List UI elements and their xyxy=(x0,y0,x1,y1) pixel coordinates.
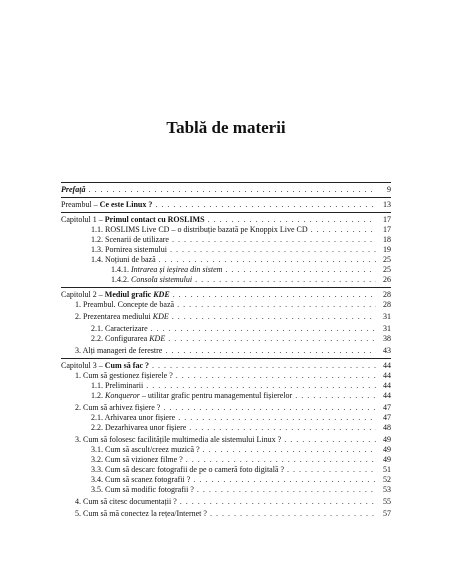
toc-label: Prezentarea mediului xyxy=(83,312,153,321)
leader-dots xyxy=(176,371,376,381)
toc-label: Cum să modific fotografii ? xyxy=(105,485,194,494)
toc-entry-3-1[interactable] xyxy=(61,371,391,381)
leader-dots xyxy=(189,423,376,433)
toc-page: 48 xyxy=(383,423,391,432)
toc-label: Consola sistemului xyxy=(131,275,193,284)
toc-page: 31 xyxy=(383,312,391,321)
toc-label: Intrarea și ieșirea din sistem xyxy=(131,265,223,274)
toc-num: 4. xyxy=(75,497,81,506)
toc-num: 2.1. xyxy=(91,324,103,333)
toc-entry-1-1[interactable] xyxy=(61,225,391,235)
toc-label: Cum să folosesc facilitățile multimedia ale sistemului Linux ? xyxy=(83,435,282,444)
toc-page: 44 xyxy=(383,361,391,370)
toc-page: 47 xyxy=(383,413,391,422)
leader-dots xyxy=(195,275,376,285)
toc-entry-1-4[interactable] xyxy=(61,255,391,265)
toc-label: Preambul. Concepte de bază xyxy=(83,300,175,309)
toc-entry-3-3-1[interactable] xyxy=(61,445,391,455)
divider xyxy=(61,212,391,213)
toc-label: Cum să arhivez fișiere ? xyxy=(83,403,161,412)
toc-page: 52 xyxy=(383,475,391,484)
toc-page: 25 xyxy=(383,255,391,264)
toc-num: 1.4. xyxy=(91,255,103,264)
toc-entry-3-3-3[interactable] xyxy=(61,465,391,475)
toc-label: Caracterizare xyxy=(105,324,148,333)
toc-num: 1.4.1. xyxy=(111,265,129,274)
toc-entry-3-4[interactable] xyxy=(61,497,391,507)
toc-label-italic: Konqueror xyxy=(105,391,140,400)
toc-num: 1.1. xyxy=(91,225,103,234)
leader-dots xyxy=(152,361,376,371)
toc-prefix: Capitolul 3 – xyxy=(61,361,105,370)
leader-dots xyxy=(197,485,376,495)
leader-dots xyxy=(208,215,376,225)
toc-entry-3-2[interactable] xyxy=(61,403,391,413)
divider xyxy=(61,197,391,198)
toc-entry-2-1[interactable] xyxy=(61,300,391,310)
leader-dots xyxy=(180,497,376,507)
toc-num: 2.2. xyxy=(91,423,103,432)
toc-num: 3.3. xyxy=(91,465,103,474)
toc-num: 1.2. xyxy=(91,235,103,244)
toc-entry-3-3-2[interactable] xyxy=(61,455,391,465)
toc-entry-3-5[interactable] xyxy=(61,509,391,519)
toc-label: Cum să descarc fotografii de pe o cameră foto digitală ? xyxy=(105,465,285,474)
toc-entry-3-3-4[interactable] xyxy=(61,475,391,485)
page-title: Tablă de materii xyxy=(166,118,286,137)
leader-dots xyxy=(88,185,376,195)
toc-label: Cum să mă conectez la rețea/Internet ? xyxy=(83,509,207,518)
toc-entry-2-2[interactable] xyxy=(61,312,391,322)
toc-label: Cum să vizionez filme ? xyxy=(105,455,183,464)
toc-num: 3.2. xyxy=(91,455,103,464)
toc-page: 53 xyxy=(383,485,391,494)
leader-dots xyxy=(193,475,376,485)
divider xyxy=(61,358,391,359)
toc-num: 2. xyxy=(75,312,81,321)
toc-page: 31 xyxy=(383,324,391,333)
toc-label: Cum să scanez fotografii ? xyxy=(105,475,191,484)
toc-entry-1-4-2[interactable] xyxy=(61,275,391,285)
toc-page: 55 xyxy=(383,497,391,506)
leader-dots xyxy=(210,509,376,519)
toc-label: Arhivarea unor fișiere xyxy=(104,413,176,422)
toc-page: 47 xyxy=(383,403,391,412)
toc-label-italic: KDE xyxy=(153,290,170,299)
leader-dots xyxy=(165,346,376,356)
divider xyxy=(61,287,391,288)
toc-num: 3.1. xyxy=(91,445,103,454)
table-of-contents xyxy=(61,180,391,519)
toc-num: 1.3. xyxy=(91,245,103,254)
leader-dots xyxy=(186,455,376,465)
toc-entry-3-3[interactable] xyxy=(61,435,391,445)
toc-entry-capitolul-3[interactable] xyxy=(61,361,391,371)
toc-page: 49 xyxy=(383,445,391,454)
leader-dots xyxy=(173,290,376,300)
toc-label: ROSLIMS Live CD – o distribuție bazată pe Knoppix Live CD xyxy=(105,225,308,234)
toc-page: 19 xyxy=(383,245,391,254)
toc-entry-prefata[interactable] xyxy=(61,185,391,195)
toc-page: 51 xyxy=(383,465,391,474)
toc-num: 1.4.2. xyxy=(111,275,129,284)
toc-page: 9 xyxy=(387,185,391,194)
toc-page: 17 xyxy=(383,215,391,224)
toc-entry-3-1-2[interactable] xyxy=(61,391,391,401)
toc-label: Scenarii de utilizare xyxy=(105,235,169,244)
toc-label: Configurarea xyxy=(105,334,150,343)
toc-label: Pornirea sistemului xyxy=(105,245,167,254)
toc-entry-3-2-1[interactable] xyxy=(61,413,391,423)
toc-num: 3. xyxy=(75,435,81,444)
toc-label: Dezarhivarea unor fișiere xyxy=(105,423,187,432)
divider xyxy=(61,182,391,183)
toc-num: 5. xyxy=(75,509,81,518)
toc-num: 2.2. xyxy=(91,334,103,343)
toc-entry-3-1-1[interactable] xyxy=(61,381,391,391)
leader-dots xyxy=(178,413,376,423)
toc-label: Primul contact cu ROSLIMS xyxy=(104,215,205,224)
toc-page: 17 xyxy=(383,225,391,234)
toc-num: 3.4. xyxy=(91,475,103,484)
toc-entry-1-3[interactable] xyxy=(61,245,391,255)
toc-prefix: Preambul – xyxy=(61,200,100,209)
toc-label: Alți manageri de ferestre xyxy=(82,346,163,355)
leader-dots xyxy=(172,312,376,322)
toc-page: 49 xyxy=(383,435,391,444)
toc-num: 3.5. xyxy=(91,485,103,494)
leader-dots xyxy=(295,391,376,401)
toc-entry-2-2-2[interactable] xyxy=(61,334,391,344)
toc-entry-capitolul-1[interactable] xyxy=(61,215,391,225)
toc-label: Prefață xyxy=(61,185,86,194)
toc-num: 1. xyxy=(75,300,81,309)
toc-label-italic: KDE xyxy=(149,334,166,343)
leader-dots xyxy=(311,225,376,235)
toc-entry-1-2[interactable] xyxy=(61,235,391,245)
toc-prefix: Capitolul 2 – xyxy=(61,290,105,299)
toc-page: 49 xyxy=(383,455,391,464)
toc-page: 28 xyxy=(383,290,391,299)
leader-dots xyxy=(159,255,376,265)
toc-label: Mediul grafic xyxy=(104,290,154,299)
toc-num: 1.2. xyxy=(91,391,103,400)
toc-entry-capitolul-2[interactable] xyxy=(61,290,391,300)
toc-entry-3-2-2[interactable] xyxy=(61,423,391,433)
leader-dots xyxy=(170,245,376,255)
leader-dots xyxy=(225,265,376,275)
leader-dots xyxy=(155,200,376,210)
leader-dots xyxy=(151,324,376,334)
toc-entry-2-2-1[interactable] xyxy=(61,324,391,334)
leader-dots xyxy=(287,465,376,475)
toc-page: 57 xyxy=(383,509,391,518)
toc-label: Cum să fac ? xyxy=(104,361,149,370)
toc-page: 26 xyxy=(383,275,391,284)
toc-page: 44 xyxy=(383,391,391,400)
toc-label: Preliminarii xyxy=(105,381,144,390)
toc-page: 44 xyxy=(383,371,391,380)
leader-dots xyxy=(203,445,376,455)
leader-dots xyxy=(168,334,376,344)
toc-num: 2.1. xyxy=(91,413,103,422)
leader-dots xyxy=(177,300,376,310)
toc-page: 44 xyxy=(383,381,391,390)
toc-num: 1.1. xyxy=(91,381,103,390)
leader-dots xyxy=(163,403,376,413)
toc-num: 2. xyxy=(75,403,81,412)
toc-page: 13 xyxy=(383,200,391,209)
toc-prefix: Capitolul 1 – xyxy=(61,215,105,224)
toc-label-italic: KDE xyxy=(152,312,169,321)
toc-page: 38 xyxy=(383,334,391,343)
leader-dots xyxy=(284,435,376,445)
leader-dots xyxy=(172,235,376,245)
toc-entry-3-3-5[interactable] xyxy=(61,485,391,495)
toc-entry-preambul[interactable] xyxy=(61,200,391,210)
toc-num: 1. xyxy=(75,371,81,380)
toc-num: 3. xyxy=(75,346,81,355)
toc-page: 25 xyxy=(383,265,391,274)
toc-page: 18 xyxy=(383,235,391,244)
toc-page: 43 xyxy=(383,346,391,355)
toc-label: Cum să gestionez fișierele ? xyxy=(83,371,173,380)
toc-entry-1-4-1[interactable] xyxy=(61,265,391,275)
toc-label: Ce este Linux ? xyxy=(99,200,153,209)
toc-entry-2-3[interactable] xyxy=(61,346,391,356)
toc-label: Noțiuni de bază xyxy=(105,255,156,264)
toc-label: – utilitar grafic pentru managementul fișierelor xyxy=(139,391,293,400)
toc-label: Cum să ascult/creez muzică ? xyxy=(105,445,200,454)
toc-label: Cum să citesc documentații ? xyxy=(83,497,177,506)
leader-dots xyxy=(146,381,376,391)
toc-page: 28 xyxy=(383,300,391,309)
